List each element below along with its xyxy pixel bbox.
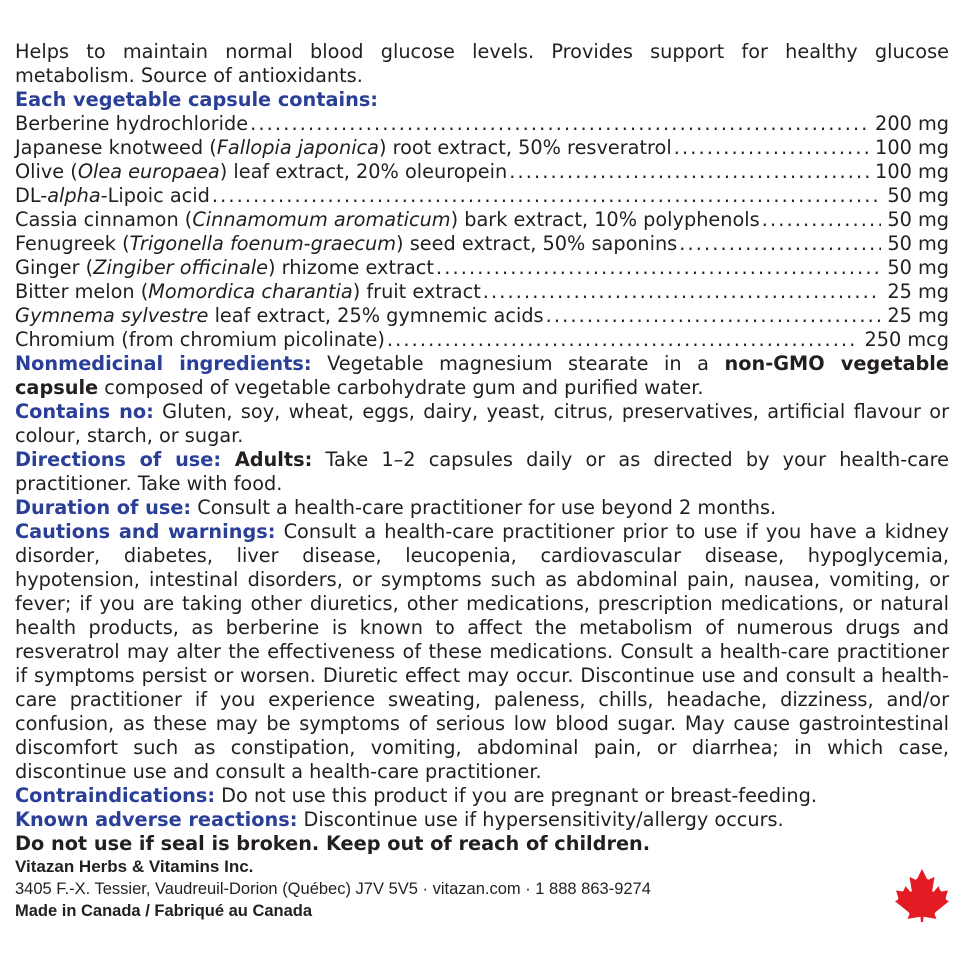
nonmedicinal-text-1: Vegetable magnesium stearate in a (311, 352, 725, 375)
ingredient-amount: 100 mg (875, 160, 949, 183)
ingredient-name (15, 328, 385, 352)
ingredient-row (15, 328, 949, 352)
ingredient-name (15, 208, 760, 232)
company-footer (15, 855, 955, 922)
dot-leader (250, 112, 869, 136)
ingredient-row (15, 184, 949, 208)
ingredient-row (15, 208, 949, 232)
dot-leader (387, 328, 859, 352)
ingredient-amount: 250 mcg (864, 328, 949, 351)
dot-leader (546, 304, 882, 328)
ingredient-name-part: Fenugreek ( (15, 232, 130, 255)
ingredient-latin-name: Momordica charantia (148, 280, 353, 303)
ingredient-row (15, 112, 949, 136)
contraindications-text: Do not use this product if you are pregnant or breast-feeding. (215, 784, 817, 807)
directions-heading: Directions of use: (15, 448, 222, 471)
company-address: 3405 F.-X. Tessier, Vaudreuil-Dorion (Québec) J7V 5V5 · vitazan.com · 1 888 863-9274 (15, 880, 651, 898)
ingredient-amount: 50 mg (887, 184, 949, 207)
ingredient-amount: 50 mg (887, 232, 949, 255)
ingredient-latin-name: alpha (47, 184, 101, 207)
ingredient-name-part: Olive ( (15, 160, 78, 183)
cautions-section (15, 520, 949, 784)
ingredient-name (15, 136, 672, 160)
ingredient-name-part: ) leaf extract, 20% oleuropein (219, 160, 508, 183)
ingredient-name-part: ) bark extract, 10% polyphenols (450, 208, 760, 231)
duration-heading: Duration of use: (15, 496, 192, 519)
ingredient-name (15, 112, 248, 136)
nonmedicinal-heading: Nonmedicinal ingredients: (15, 352, 312, 375)
ingredient-name-part: Cassia cinnamon ( (15, 208, 193, 231)
capsule-heading: Each vegetable capsule contains: (15, 88, 379, 111)
ingredient-row (15, 232, 949, 256)
duration-text: Consult a health-care practitioner for use beyond 2 months. (191, 496, 777, 519)
ingredient-latin-name: Zingiber officinale (93, 256, 269, 279)
ingredient-row (15, 160, 949, 184)
company-name: Vitazan Herbs & Vitamins Inc. (15, 857, 254, 876)
contains-no-text: Gluten, soy, wheat, eggs, dairy, yeast, citrus, preservatives, artificial flavour or colour, starch, or sugar. (15, 400, 949, 447)
contraindications-heading: Contraindications: (15, 784, 216, 807)
ingredient-name-part: leaf extract, 25% gymnemic acids (208, 304, 544, 327)
ingredient-amount: 50 mg (887, 208, 949, 231)
ingredient-amount: 50 mg (887, 256, 949, 279)
ingredient-amount: 25 mg (887, 280, 949, 303)
ingredient-latin-name: Cinnamomum aromaticum (192, 208, 451, 231)
ingredient-amount: 25 mg (887, 304, 949, 327)
ingredient-name-part: Japanese knotweed ( (15, 136, 217, 159)
ingredient-name (15, 160, 507, 184)
ingredient-name (15, 256, 434, 280)
ingredient-name-part: ) rhizome extract (268, 256, 434, 279)
ingredient-name-part: ) fruit extract (352, 280, 481, 303)
directions-text: Take 1–2 capsules daily or as directed by your health-care practitioner. Take with food. (15, 448, 949, 495)
ingredient-name-part: Ginger ( (15, 256, 94, 279)
ingredient-name-part: ) seed extract, 50% saponins (396, 232, 678, 255)
nonmedicinal-section (15, 352, 949, 400)
ingredient-name-part: Berberine hydrochloride (15, 112, 249, 135)
ingredient-latin-name: Gymnema sylvestre (15, 304, 209, 327)
ingredient-row (15, 136, 949, 160)
made-in-canada: Made in Canada / Fabriqué au Canada (15, 902, 313, 920)
cautions-text: Consult a health-care practitioner prior to use if you have a kidney disorder, diabetes, liver disease, leucopenia, cardiovascular disease, hypoglycemia, hypotension, intestinal disorders, or symptoms such as abdominal pain, nausea, vomiting, or fever; if you are taking other diuretics, other medications, prescription medications, or natural health products, as berberine is known to affect the metabolism of numerous drugs and resveratrol may alter the effectiveness of these medications. Consult a health-care practitioner if symptoms persist or worsen. Diuretic effect may occur. Discontinue use and consult a health-care practitioner if you experience sweating, paleness, chills, headache, dizziness, and/or confusion, as these may be symptoms of serious low blood sugar. May cause gastrointestinal discomfort such as constipation, vomiting, abdominal pain, or diarrhea; in which case, discontinue use and consult a health-care practitioner. (15, 520, 949, 783)
ingredient-name (15, 232, 677, 256)
dot-leader (436, 256, 881, 280)
dot-leader (212, 184, 881, 208)
ingredient-name-part: DL- (15, 184, 48, 207)
seal-warning: Do not use if seal is broken. Keep out of reach of children. (15, 832, 651, 855)
dot-leader (509, 160, 869, 184)
dot-leader (679, 232, 881, 256)
product-label (15, 40, 949, 856)
duration-section (15, 496, 949, 520)
ingredient-latin-name: Trigonella foenum-graecum (129, 232, 397, 255)
contraindications-section (15, 784, 949, 808)
ingredient-latin-name: Olea europaea (77, 160, 220, 183)
adverse-heading: Known adverse reactions: (15, 808, 298, 831)
ingredient-row (15, 256, 949, 280)
contains-no-heading: Contains no: (15, 400, 154, 423)
ingredient-amount: 100 mg (875, 136, 949, 159)
adverse-text: Discontinue use if hypersensitivity/allergy occurs. (297, 808, 784, 831)
ingredient-name (15, 280, 481, 304)
dot-leader (674, 136, 869, 160)
ingredient-name (15, 184, 210, 208)
nonmedicinal-text-2: composed of vegetable carbohydrate gum and purified water. (98, 376, 704, 399)
cautions-heading: Cautions and warnings: (15, 520, 276, 543)
ingredient-name-part: Chromium (from chromium picolinate) (15, 328, 385, 351)
ingredient-row (15, 304, 949, 328)
directions-bold: Adults: (221, 448, 313, 471)
dot-leader (483, 280, 882, 304)
ingredient-latin-name: Fallopia japonica (216, 136, 379, 159)
ingredient-name (15, 304, 544, 328)
ingredient-name-part: Bitter melon ( (15, 280, 149, 303)
intro-text: Helps to maintain normal blood glucose levels. Provides support for healthy glucose metabolism. Source of antioxidants. (15, 40, 949, 87)
adverse-section (15, 808, 949, 832)
ingredient-row (15, 280, 949, 304)
dot-leader (762, 208, 882, 232)
contains-no-section (15, 400, 949, 448)
ingredient-name-part: ) root extract, 50% resveratrol (378, 136, 672, 159)
ingredient-amount: 200 mg (875, 112, 949, 135)
directions-section (15, 448, 949, 496)
ingredient-list (15, 112, 949, 352)
maple-leaf-icon (895, 868, 949, 922)
nonmedicinal-bold: non-GMO vegetable capsule (15, 352, 949, 399)
ingredient-name-part: -Lipoic acid (100, 184, 210, 207)
